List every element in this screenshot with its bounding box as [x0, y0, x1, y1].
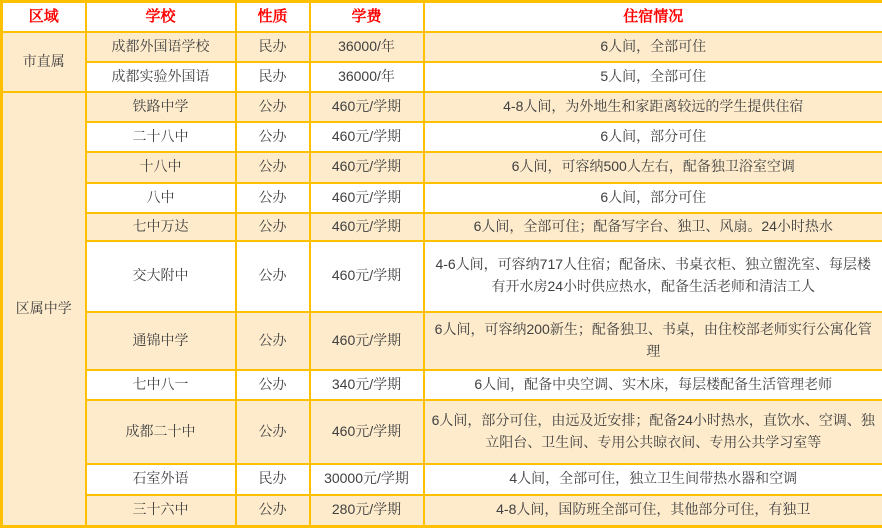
school-cell: 铁路中学 [86, 92, 236, 122]
accommodation-cell: 6人间，部分可住 [424, 183, 882, 213]
school-cell: 成都二十中 [86, 400, 236, 464]
table-row [2, 92, 882, 122]
tuition-cell: 460元/学期 [310, 312, 424, 370]
table-row [2, 464, 882, 495]
accommodation-cell: 6人间，全部可住 [424, 32, 882, 62]
table-row [2, 152, 882, 183]
school-cell: 七中八一 [86, 370, 236, 400]
tuition-cell: 280元/学期 [310, 495, 424, 527]
table-row [2, 32, 882, 62]
tuition-cell: 36000/年 [310, 62, 424, 92]
nature-cell: 公办 [236, 213, 310, 241]
accommodation-cell: 4-8人间，国防班全部可住，其他部分可住，有独卫 [424, 495, 882, 527]
accommodation-cell: 6人间，全部可住；配备写字台、独卫、风扇。24小时热水 [424, 213, 882, 241]
header-accommodation: 住宿情况 [424, 2, 882, 32]
tuition-cell: 460元/学期 [310, 122, 424, 152]
nature-cell: 民办 [236, 62, 310, 92]
tuition-cell: 460元/学期 [310, 213, 424, 241]
school-cell: 成都实验外国语 [86, 62, 236, 92]
table-row [2, 183, 882, 213]
school-cell: 石室外语 [86, 464, 236, 495]
school-cell: 八中 [86, 183, 236, 213]
nature-cell: 公办 [236, 495, 310, 527]
school-cell: 七中万达 [86, 213, 236, 241]
table-row [2, 312, 882, 370]
region-cell-district: 区属中学 [2, 92, 86, 527]
tuition-cell: 36000/年 [310, 32, 424, 62]
nature-cell: 公办 [236, 400, 310, 464]
school-cell: 交大附中 [86, 241, 236, 312]
accommodation-cell: 4人间，全部可住，独立卫生间带热水器和空调 [424, 464, 882, 495]
header-region: 区域 [2, 2, 86, 32]
table-row [2, 241, 882, 312]
table-row [2, 495, 882, 527]
nature-cell: 公办 [236, 241, 310, 312]
nature-cell: 公办 [236, 312, 310, 370]
tuition-cell: 30000元/学期 [310, 464, 424, 495]
region-cell-municipal: 市直属 [2, 32, 86, 92]
nature-cell: 公办 [236, 152, 310, 183]
nature-cell: 公办 [236, 92, 310, 122]
table-row [2, 62, 882, 92]
tuition-cell: 340元/学期 [310, 370, 424, 400]
tuition-cell: 460元/学期 [310, 400, 424, 464]
accommodation-cell: 6人间，部分可住，由远及近安排；配备24小时热水，直饮水、空调、独立阳台、卫生间、专用公共晾衣间、专用公共学习室等 [424, 400, 882, 464]
header-nature: 性质 [236, 2, 310, 32]
tuition-cell: 460元/学期 [310, 183, 424, 213]
accommodation-cell: 6人间，配备中央空调、实木床，每层楼配备生活管理老师 [424, 370, 882, 400]
school-cell: 三十六中 [86, 495, 236, 527]
tuition-cell: 460元/学期 [310, 241, 424, 312]
table-row [2, 370, 882, 400]
nature-cell: 民办 [236, 32, 310, 62]
table-row [2, 400, 882, 464]
accommodation-cell: 6人间，部分可住 [424, 122, 882, 152]
header-row [2, 2, 882, 32]
accommodation-cell: 4-6人间，可容纳717人住宿；配备床、书桌衣柜、独立盥洗室、每层楼有开水房24小时供应热水，配备生活老师和清洁工人 [424, 241, 882, 312]
accommodation-cell: 4-8人间，为外地生和家距离较远的学生提供住宿 [424, 92, 882, 122]
tuition-cell: 460元/学期 [310, 152, 424, 183]
school-cell: 二十八中 [86, 122, 236, 152]
accommodation-cell: 6人间，可容纳200新生；配备独卫、书桌，由住校部老师实行公寓化管理 [424, 312, 882, 370]
nature-cell: 公办 [236, 122, 310, 152]
accommodation-cell: 5人间，全部可住 [424, 62, 882, 92]
school-cell: 通锦中学 [86, 312, 236, 370]
accommodation-cell: 6人间，可容纳500人左右，配备独卫浴室空调 [424, 152, 882, 183]
table-row [2, 122, 882, 152]
nature-cell: 公办 [236, 370, 310, 400]
table-row [2, 213, 882, 241]
header-school: 学校 [86, 2, 236, 32]
header-tuition: 学费 [310, 2, 424, 32]
nature-cell: 公办 [236, 183, 310, 213]
school-cell: 成都外国语学校 [86, 32, 236, 62]
tuition-cell: 460元/学期 [310, 92, 424, 122]
school-cell: 十八中 [86, 152, 236, 183]
nature-cell: 民办 [236, 464, 310, 495]
